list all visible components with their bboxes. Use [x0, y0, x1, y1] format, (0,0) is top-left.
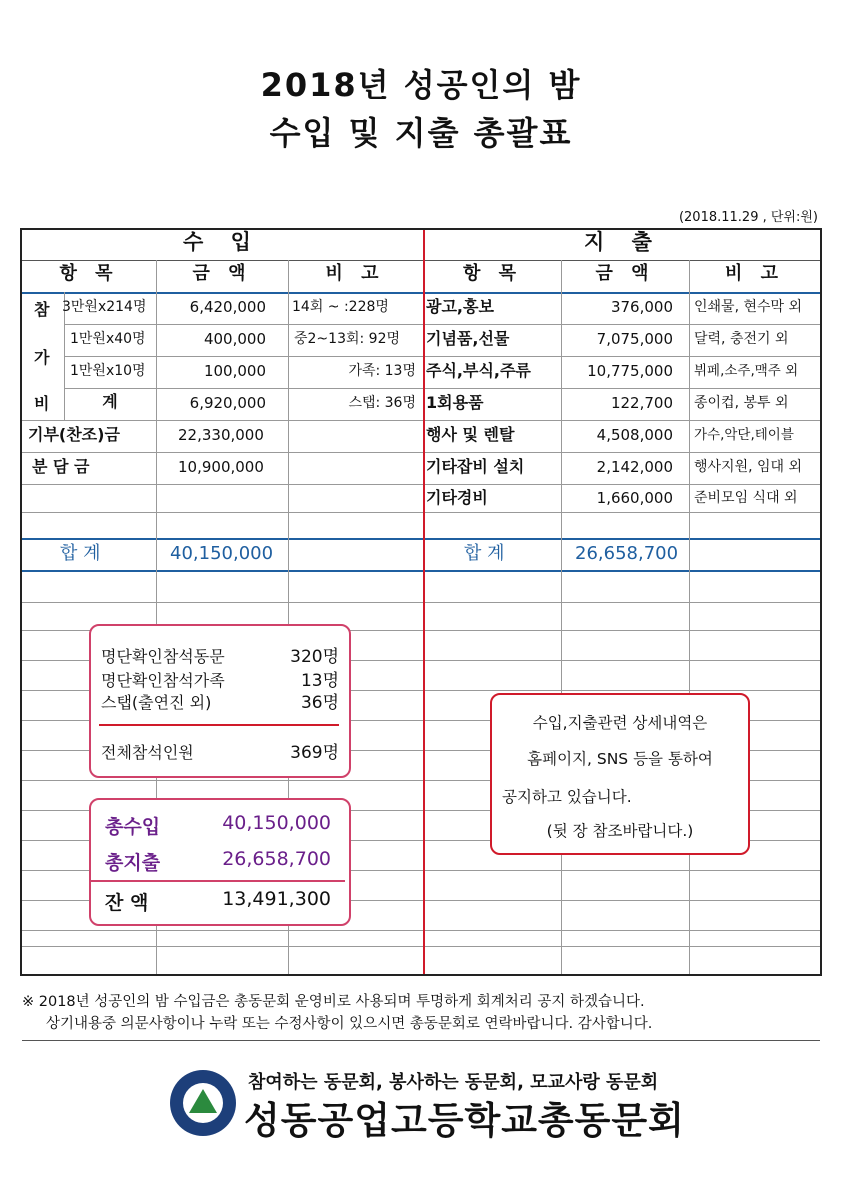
expense-note-3: 뷔페,소주,맥주 외: [694, 363, 799, 379]
attendance-value-1: 320명: [290, 647, 339, 667]
donation-amount: 22,330,000: [178, 426, 264, 444]
income-item-4: 계: [102, 392, 118, 411]
income-amount-1: 6,420,000: [189, 298, 266, 316]
expense-item-3: 주식,부식,주류: [426, 361, 531, 380]
summary-expense-value: 26,658,700: [222, 848, 331, 870]
attendance-label-2: 명단확인참석가족: [101, 671, 225, 690]
expense-item-1: 광고,홍보: [426, 297, 494, 316]
income-amount-4: 6,920,000: [189, 394, 266, 412]
notice-line2: 홈페이지, SNS 등을 통하여: [527, 750, 713, 768]
participation-label-3: 비: [34, 394, 50, 413]
footnote-line1: ※ 2018년 성공인의 밤 수입금은 총동문회 운영비로 사용되며 투명하게 회계처리 공지 하겠습니다.: [22, 994, 645, 1010]
income-item-1: 3만원x214명: [62, 299, 147, 315]
summary-balance-value: 13,491,300: [222, 888, 331, 910]
attendance-label-1: 명단확인참석동문: [101, 647, 225, 666]
expense-note-1: 인쇄물, 현수막 외: [694, 299, 803, 315]
share-label: 분 담 금: [32, 457, 90, 476]
footer-divider: [22, 1040, 820, 1041]
expense-col-note: 비 고: [724, 263, 785, 284]
attendance-total-label: 전체참석인원: [101, 743, 194, 762]
expense-item-2: 기념품,선물: [426, 329, 510, 348]
footnote-line2: 상기내용중 의문사항이나 누락 또는 수정사항이 있으시면 총동문회로 연락바랍니다. 감사합니다.: [46, 1016, 653, 1032]
donation-label: 기부(찬조)금: [28, 425, 120, 444]
participation-label-2: 가: [34, 348, 50, 367]
expense-note-5: 가수,악단,테이블: [694, 427, 794, 443]
title-line2: 수입 및 지출 총괄표: [269, 114, 573, 152]
notice-line3: 공지하고 있습니다.: [502, 788, 632, 806]
attendance-divider: [99, 724, 339, 726]
expense-col-amount: 금 액: [595, 263, 655, 284]
footer-slogan: 참여하는 동문회, 봉사하는 동문회, 모교사랑 동문회: [248, 1072, 659, 1093]
expense-col-item: 항 목: [462, 263, 523, 284]
expense-header: 지 출: [584, 230, 662, 254]
share-amount: 10,900,000: [178, 458, 264, 476]
expense-note-4: 종이컵, 봉투 외: [694, 395, 789, 411]
notice-line4: (뒷 장 참조바랍니다.): [546, 822, 694, 840]
attendance-box: [89, 624, 351, 778]
income-note-1: 14회 ~ :228명: [292, 299, 389, 315]
income-col-item: 항 목: [59, 263, 119, 284]
expense-amount-5: 4,508,000: [596, 426, 673, 444]
expense-item-4: 1회용품: [426, 393, 484, 412]
summary-box: [89, 798, 351, 926]
expense-item-7: 기타경비: [426, 488, 488, 507]
attendance-value-2: 13명: [300, 671, 339, 691]
income-note-4: 스탭: 36명: [348, 395, 416, 411]
date-unit: (2018.11.29 , 단위:원): [678, 210, 818, 225]
summary-income-label: 총수입: [105, 816, 161, 838]
participation-label-1: 참: [34, 300, 50, 319]
expense-amount-3: 10,775,000: [587, 362, 673, 380]
school-emblem-icon: [170, 1070, 236, 1136]
income-amount-2: 400,000: [203, 330, 266, 348]
expense-total-amount: 26,658,700: [575, 543, 679, 564]
income-col-note: 비 고: [325, 263, 385, 284]
attendance-total-value: 369명: [290, 743, 339, 763]
expense-amount-6: 2,142,000: [596, 458, 673, 476]
summary-income-value: 40,150,000: [222, 812, 331, 834]
income-item-3: 1만원x10명: [70, 363, 146, 379]
attendance-label-3: 스탭(출연진 외): [101, 693, 212, 712]
income-total-amount: 40,150,000: [170, 543, 274, 564]
expense-amount-2: 7,075,000: [596, 330, 673, 348]
notice-line1: 수입,지출관련 상세내역은: [532, 714, 708, 732]
expense-amount-1: 376,000: [610, 298, 673, 316]
expense-amount-7: 1,660,000: [596, 489, 673, 507]
expense-note-2: 달력, 충전기 외: [694, 331, 789, 347]
expense-note-7: 준비모임 식대 외: [694, 490, 798, 506]
expense-note-6: 행사지원, 임대 외: [694, 459, 803, 475]
income-item-2: 1만원x40명: [70, 331, 146, 347]
title-line1: 2018년 성공인의 밤: [260, 66, 582, 104]
expense-amount-4: 122,700: [610, 394, 673, 412]
attendance-value-3: 36명: [300, 693, 339, 713]
income-note-2: 중2~13회: 92명: [294, 331, 401, 347]
notice-box: [490, 693, 750, 855]
income-note-3: 가족: 13명: [348, 363, 416, 379]
expense-item-5: 행사 및 렌탈: [426, 425, 515, 444]
summary-balance-label: 잔 액: [105, 892, 149, 914]
income-amount-3: 100,000: [203, 362, 266, 380]
expense-total-label: 합 계: [464, 543, 505, 564]
footer-name: 성동공업고등학교총동문회: [244, 1099, 685, 1142]
expense-item-6: 기타잡비 설치: [426, 457, 525, 476]
income-col-amount: 금 액: [192, 263, 252, 284]
summary-expense-label: 총지출: [105, 852, 161, 874]
income-total-label: 합 계: [60, 543, 101, 564]
income-header: 수 입: [183, 230, 261, 254]
summary-divider: [91, 880, 345, 882]
